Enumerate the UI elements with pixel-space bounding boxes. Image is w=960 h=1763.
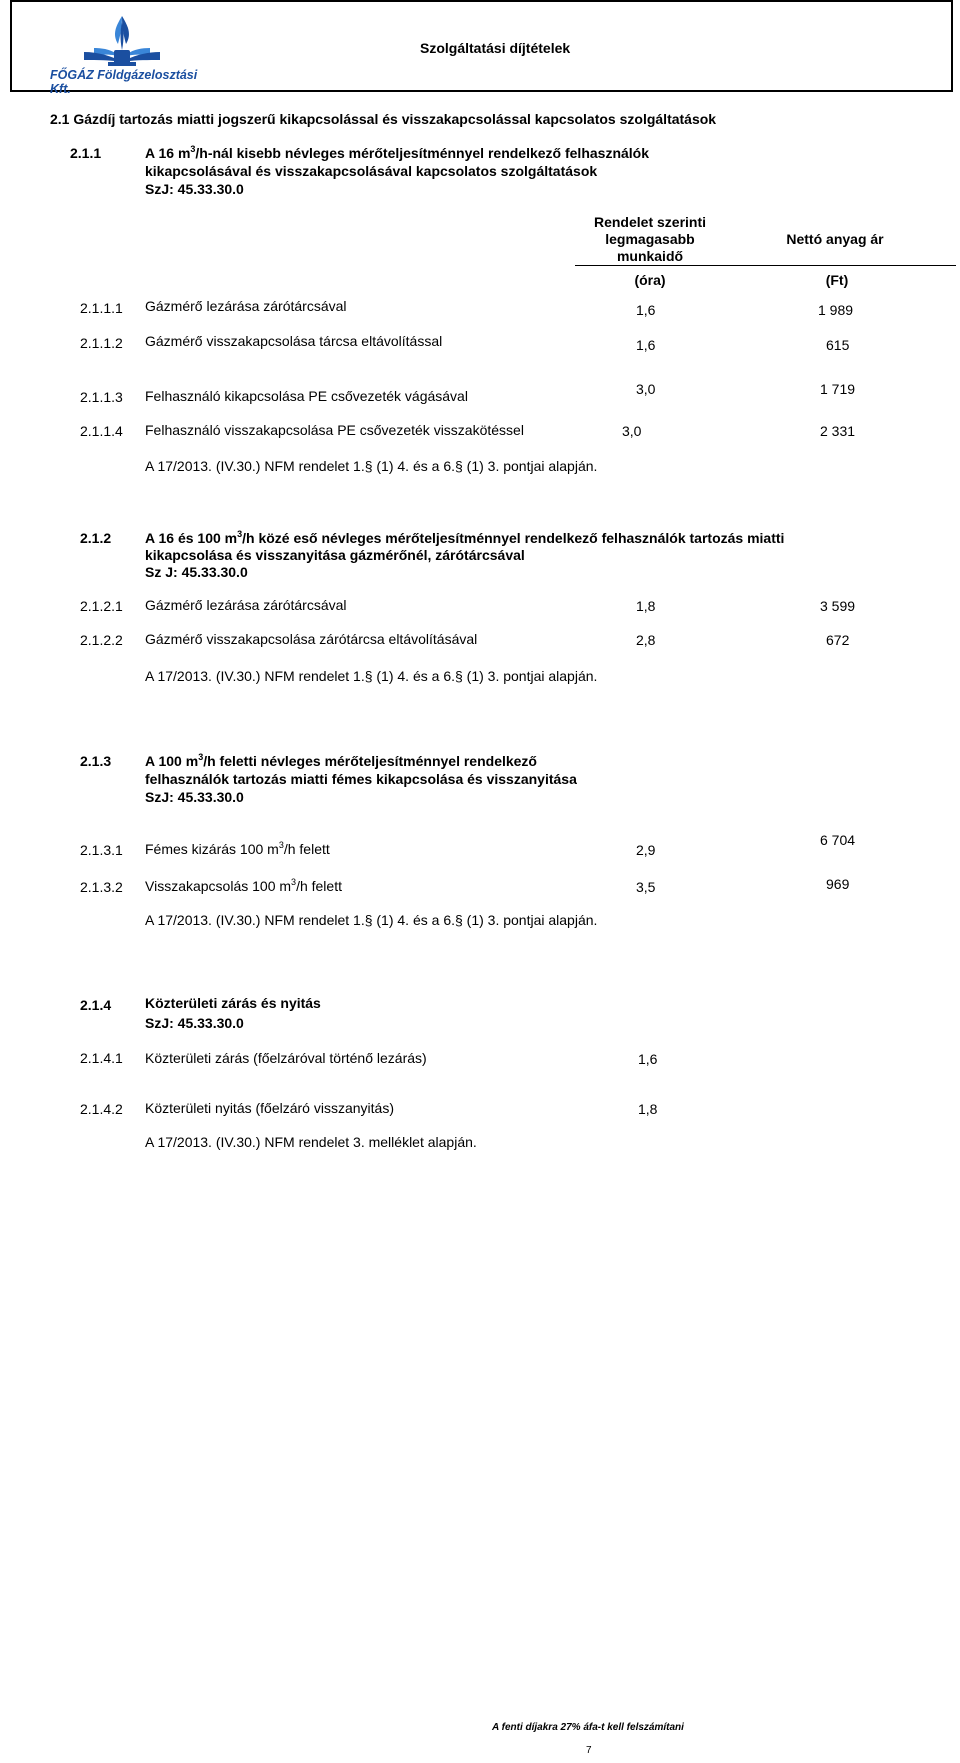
row-hours: 1,6 bbox=[636, 337, 656, 353]
row-number: 2.1.1.1 bbox=[80, 300, 123, 316]
section-2-1-3-title-line2: felhasználók tartozás miatti fémes kikapcsolása és visszanyitása bbox=[145, 771, 577, 787]
row-label: Felhasználó visszakapcsolása PE csővezeték visszakötéssel bbox=[145, 422, 524, 438]
company-name: FŐGÁZ Földgázelosztási Kft. bbox=[50, 68, 198, 96]
row-hours: 2,8 bbox=[636, 632, 656, 648]
row-label: Közterületi nyitás (főelzáró visszanyitás) bbox=[145, 1100, 394, 1116]
row-number: 2.1.2.2 bbox=[80, 632, 123, 648]
row-label: Gázmérő visszakapcsolása tárcsa eltávolítással bbox=[145, 333, 443, 349]
row-number: 2.1.1.4 bbox=[80, 423, 123, 439]
row-hours: 1,8 bbox=[636, 598, 656, 614]
row-price: 1 719 bbox=[820, 381, 856, 397]
row-number: 2.1.3.1 bbox=[80, 842, 123, 858]
legal-note: A 17/2013. (IV.30.) NFM rendelet 1.§ (1) 4. és a 6.§ (1) 3. pontjai alapján. bbox=[145, 912, 598, 928]
row-price: 672 bbox=[826, 632, 850, 648]
row-number: 2.1.4.2 bbox=[80, 1101, 123, 1117]
row-number: 2.1.1.2 bbox=[80, 335, 123, 351]
row-label: Gázmérő lezárása zárótárcsával bbox=[145, 298, 347, 314]
row-price: 2 331 bbox=[820, 423, 856, 439]
section-2-1-3-number: 2.1.3 bbox=[80, 753, 112, 769]
section-2-1-1-title-line2: kikapcsolásával és visszakapcsolásával kapcsolatos szolgáltatások bbox=[145, 163, 598, 179]
hours-unit: (óra) bbox=[634, 272, 666, 288]
section-2-1-1-number: 2.1.1 bbox=[70, 145, 102, 161]
section-2-1-4-szj: SzJ: 45.33.30.0 bbox=[145, 1015, 244, 1031]
row-hours: 3,0 bbox=[622, 423, 642, 439]
section-2-1-2-number: 2.1.2 bbox=[80, 530, 112, 546]
row-label: Gázmérő lezárása zárótárcsával bbox=[145, 597, 347, 613]
row-price: 969 bbox=[826, 876, 850, 892]
row-hours: 3,0 bbox=[636, 381, 656, 397]
section-2-1-1-title: A 16 $m^3/h$-nál kisebb névleges mérőteljesítménnyel rendelkező felhasználók bbox=[145, 144, 650, 161]
hours-column-header: Rendelet szerinti legmagasabb munkaidő bbox=[593, 214, 707, 264]
legal-note: A 17/2013. (IV.30.) NFM rendelet 3. melléklet alapján. bbox=[145, 1134, 477, 1150]
legal-note: A 17/2013. (IV.30.) NFM rendelet 1.§ (1) 4. és a 6.§ (1) 3. pontjai alapján. bbox=[145, 668, 598, 684]
row-number: 2.1.3.2 bbox=[80, 879, 123, 895]
row-hours: 1,6 bbox=[636, 302, 656, 318]
row-number: 2.1.4.1 bbox=[80, 1050, 123, 1066]
row-price: 615 bbox=[826, 337, 850, 353]
section-2-1-4-title: Közterületi zárás és nyitás bbox=[145, 995, 321, 1011]
section-2-1-3-title: A 100 $m^3/h$ feletti névleges mérőteljesítménnyel rendelkező bbox=[145, 752, 537, 769]
row-price: 6 704 bbox=[820, 832, 856, 848]
row-hours: 3,5 bbox=[636, 879, 656, 895]
row-hours: 1,6 bbox=[638, 1051, 658, 1067]
row-hours: 2,9 bbox=[636, 842, 656, 858]
row-number: 2.1.1.3 bbox=[80, 389, 123, 405]
page-number: 7 bbox=[586, 1745, 592, 1756]
price-column-header: Nettó anyag ár bbox=[786, 231, 884, 247]
row-label: Közterületi zárás (főelzáróval történő lezárás) bbox=[145, 1050, 427, 1066]
row-hours: 1,8 bbox=[638, 1101, 658, 1117]
section-2-1-2-szj: Sz J: 45.33.30.0 bbox=[145, 564, 248, 580]
row-number: 2.1.2.1 bbox=[80, 598, 123, 614]
row-price: 3 599 bbox=[820, 598, 856, 614]
row-label: Fémes kizárás 100 $m^3/h$ felett bbox=[145, 840, 330, 857]
row-label: Felhasználó kikapcsolása PE csővezeték vágásával bbox=[145, 388, 468, 404]
section-2-1-1-szj: SzJ: 45.33.30.0 bbox=[145, 181, 244, 197]
section-2-1-4-number: 2.1.4 bbox=[80, 997, 112, 1013]
section-title: 2.1 Gázdíj tartozás miatti jogszerű kikapcsolással és visszakapcsolással kapcsolatos szolgáltatások bbox=[50, 111, 717, 127]
row-label: Visszakapcsolás 100 $m^3/h$ felett bbox=[145, 877, 342, 894]
row-price: 1 989 bbox=[818, 302, 854, 318]
section-2-1-2-title: A 16 és 100 $m^3/h$ közé eső névleges mérőteljesítménnyel rendelkező felhasználók tartozás miatti bbox=[145, 529, 785, 546]
column-header-rule bbox=[575, 265, 956, 266]
price-unit: (Ft) bbox=[825, 272, 849, 288]
vat-footnote: A fenti díjakra 27% áfa-t kell felszámítani bbox=[492, 1722, 684, 1733]
legal-note: A 17/2013. (IV.30.) NFM rendelet 1.§ (1) 4. és a 6.§ (1) 3. pontjai alapján. bbox=[145, 458, 598, 474]
page-header-title: Szolgáltatási díjtételek bbox=[420, 40, 571, 56]
company-logo bbox=[24, 8, 220, 96]
section-2-1-2-title-line2: kikapcsolása és visszanyitása gázmérőnél, zárótárcsával bbox=[145, 547, 525, 563]
row-label: Gázmérő visszakapcsolása zárótárcsa eltávolításával bbox=[145, 631, 478, 647]
section-2-1-3-szj: SzJ: 45.33.30.0 bbox=[145, 789, 244, 805]
page-header bbox=[10, 0, 953, 96]
